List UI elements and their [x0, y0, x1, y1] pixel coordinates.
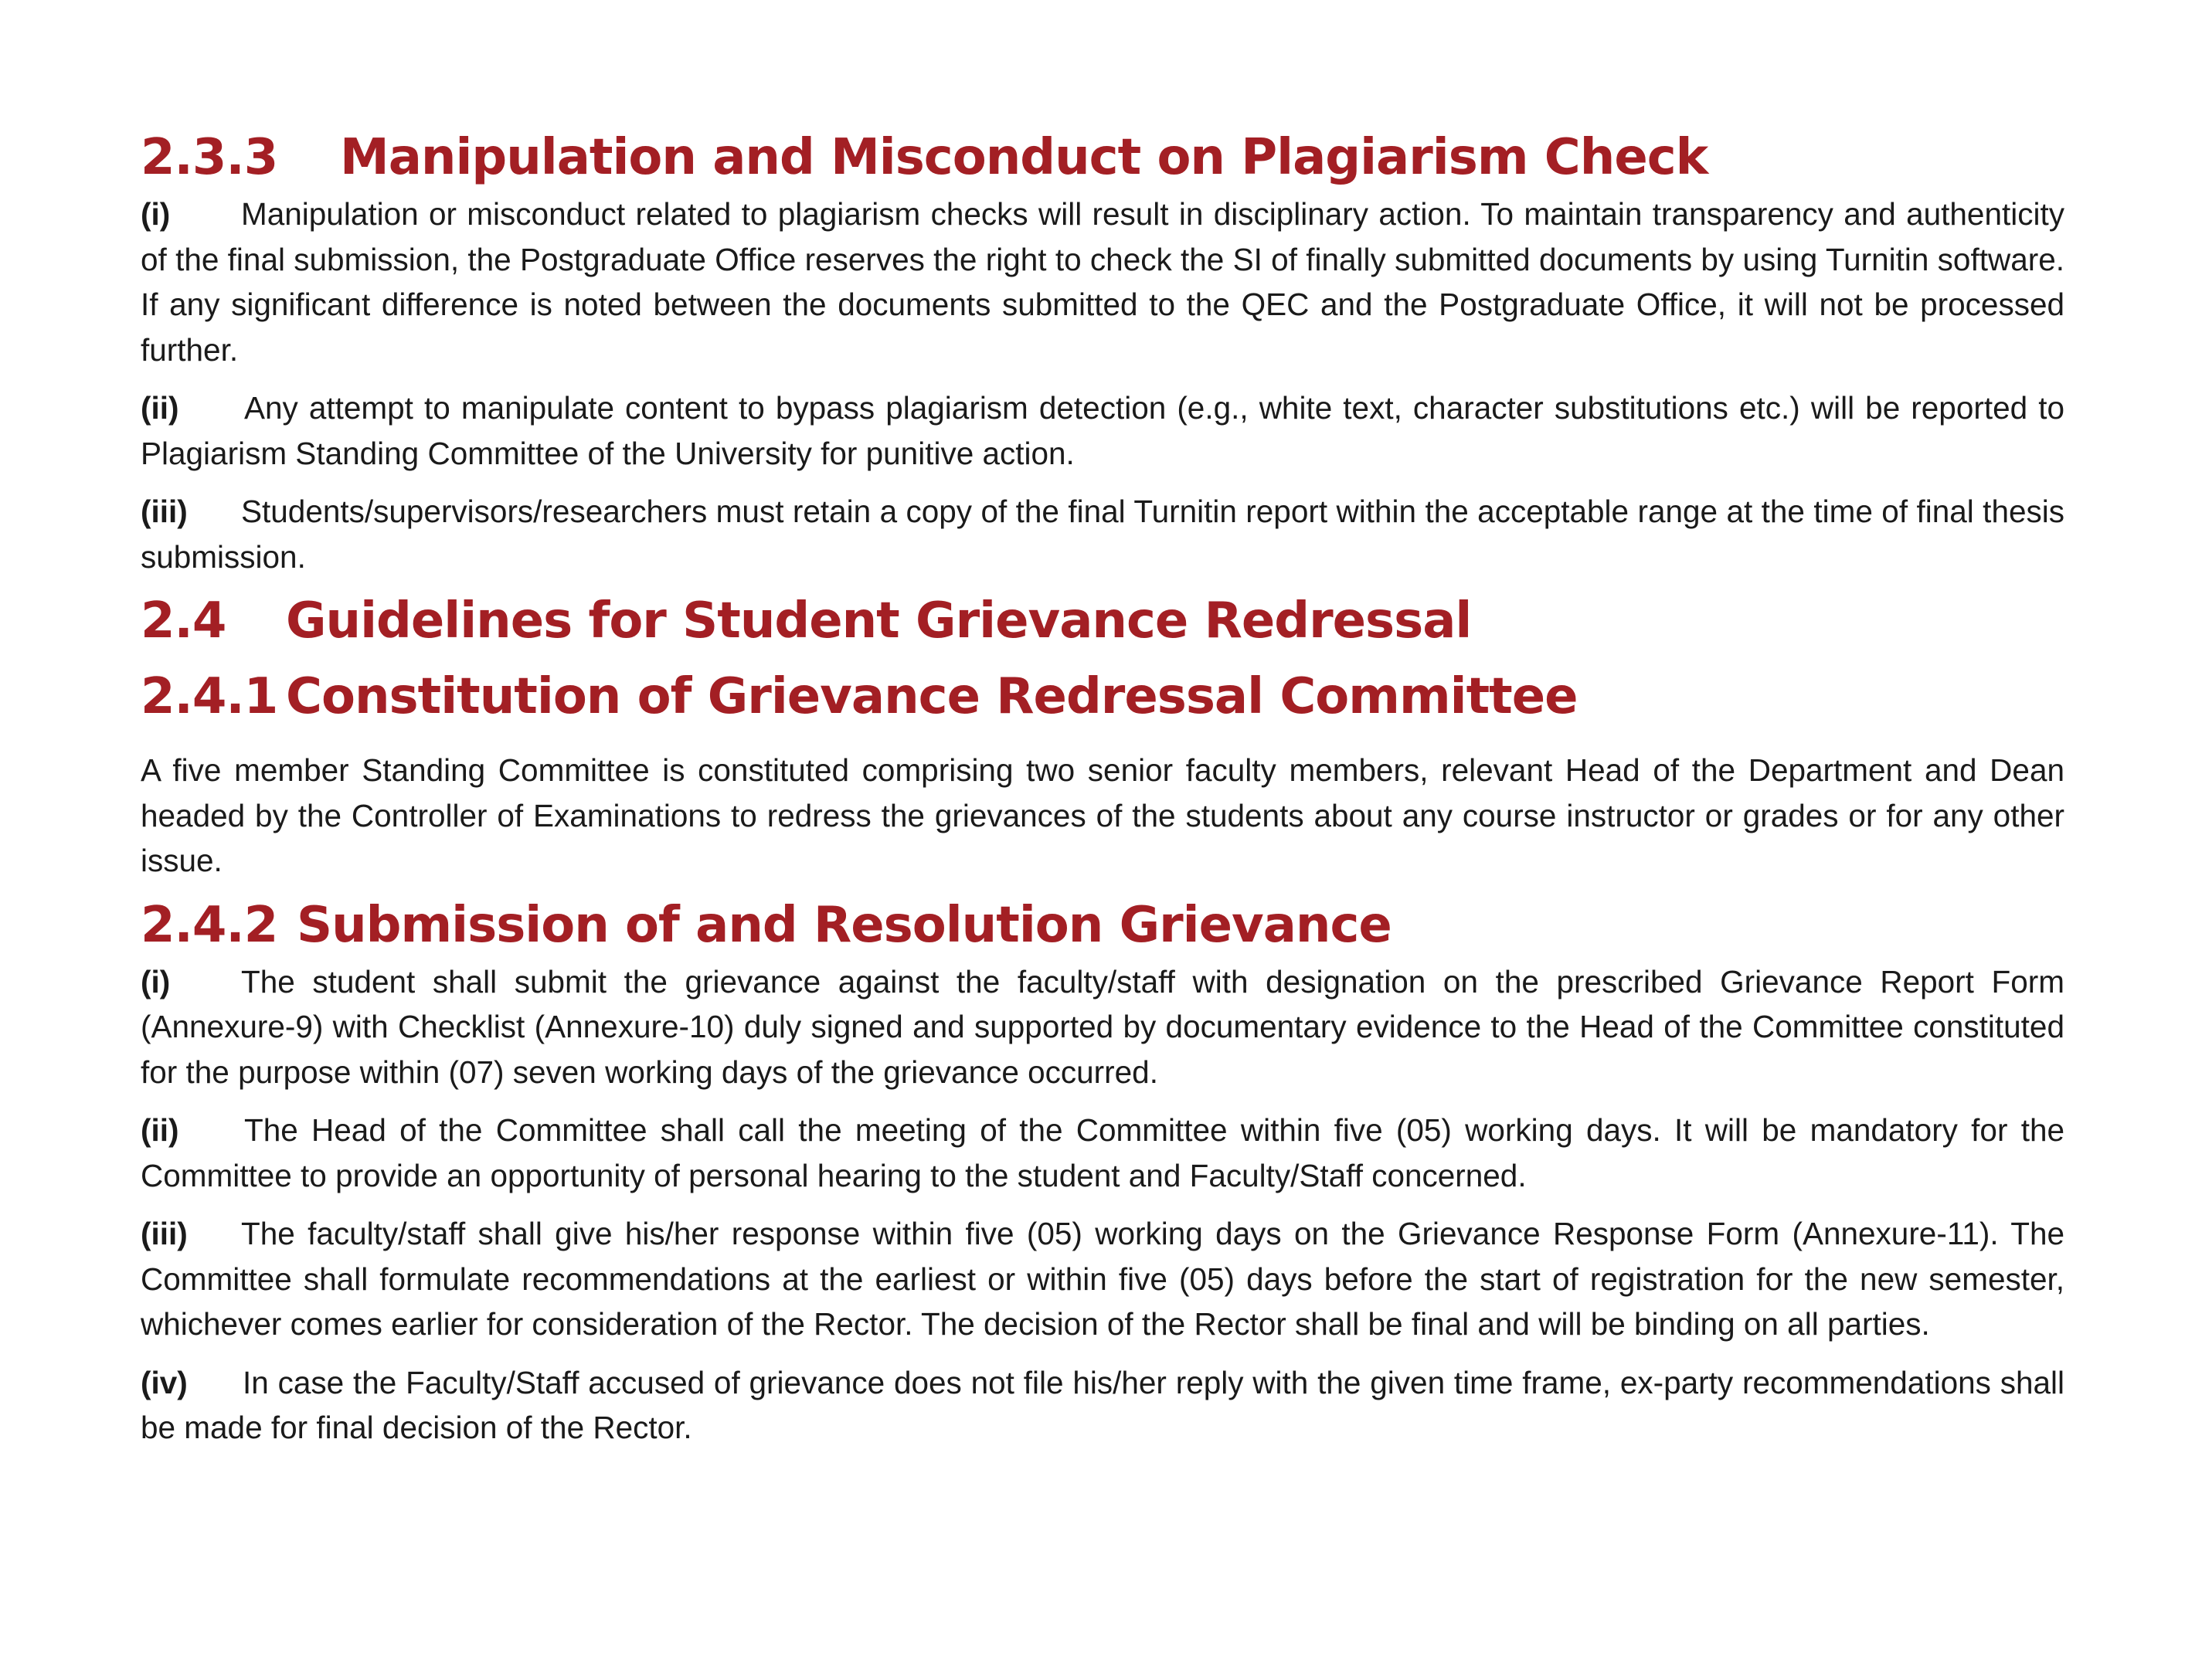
list-item [141, 959, 2064, 1095]
list-item [141, 1108, 2064, 1198]
section-2-4-heading [141, 587, 2064, 655]
section-2-4-2-heading [141, 891, 2064, 959]
section-paragraph: A five member Standing Committee is constituted comprising two senior faculty members, relevant Head of the Department and Dean headed by the Controller of Examinations to redress the grievances of the students about any course instructor or grades or for any other issue. [141, 752, 2064, 878]
section-title: Guidelines for Student Grievance Redressal [286, 592, 1472, 650]
section-number: 2.4 [141, 592, 226, 650]
item-marker: (ii) [141, 1112, 179, 1148]
item-marker: (i) [141, 963, 171, 1000]
list-item [141, 192, 2064, 372]
section-number: 2.3.3 [141, 129, 278, 186]
section-number: 2.4.1 [141, 668, 278, 725]
section-title: Constitution of Grievance Redressal Committee [286, 668, 1578, 725]
section-title: Submission of and Resolution Grievance [297, 896, 1392, 954]
section-2-4-1-heading [141, 663, 2064, 731]
item-marker: (iv) [141, 1364, 188, 1400]
item-marker: (iii) [141, 494, 188, 529]
item-text: In case the Faculty/Staff accused of grievance does not file his/her reply with the given time frame, ex-party recommendations shall be made for final decision of the Rector. [141, 1364, 2064, 1445]
item-marker: (i) [141, 196, 171, 232]
list-item [141, 385, 2064, 476]
section-number: 2.4.2 [141, 896, 278, 954]
item-text: The faculty/staff shall give his/her response within five (05) working days on the Grievance Response Form (Annexure-11). The Committee shall formulate recommendations at the earliest or within five (05) days before the start of registration for the new semester, whichever comes earlier for consideration of the Rector. The decision of the Rector shall be final and will be binding on all parties. [141, 1216, 2064, 1342]
item-text: Any attempt to manipulate content to bypass plagiarism detection (e.g., white text, character substitutions etc.) will be reported to Plagiarism Standing Committee of the University for punitive action. [141, 390, 2064, 471]
section-title: Manipulation and Misconduct on Plagiarism Check [340, 129, 1708, 186]
item-marker: (iii) [141, 1216, 188, 1251]
item-text: Students/supervisors/researchers must retain a copy of the final Turnitin report within the acceptable range at the time of final thesis submission. [141, 494, 2064, 575]
item-marker: (ii) [141, 390, 179, 426]
list-item [141, 489, 2064, 579]
item-text: The Head of the Committee shall call the meeting of the Committee within five (05) working days. It will be mandatory for the Committee to provide an opportunity of personal hearing to the student and Faculty/Staff concerned. [141, 1112, 2064, 1193]
item-text: The student shall submit the grievance against the faculty/staff with designation on the prescribed Grievance Report Form (Annexure-9) with Checklist (Annexure-10) duly signed and supported by documentary evidence to the Head of the Committee constituted for the purpose within (07) seven working days of the grievance occurred. [141, 963, 2064, 1090]
document-page [141, 124, 2064, 1451]
list-item [141, 1211, 2064, 1347]
section-2-3-3-heading [141, 124, 2064, 192]
item-text: Manipulation or misconduct related to plagiarism checks will result in disciplinary action. To maintain transparency and authenticity of the final submission, the Postgraduate Office reserves the right to check the SI of finally submitted documents by using Turnitin software. If any significant difference is noted between the documents submitted to the QEC and the Postgraduate Office, it will not be processed further. [141, 196, 2064, 368]
list-item [141, 1360, 2064, 1451]
